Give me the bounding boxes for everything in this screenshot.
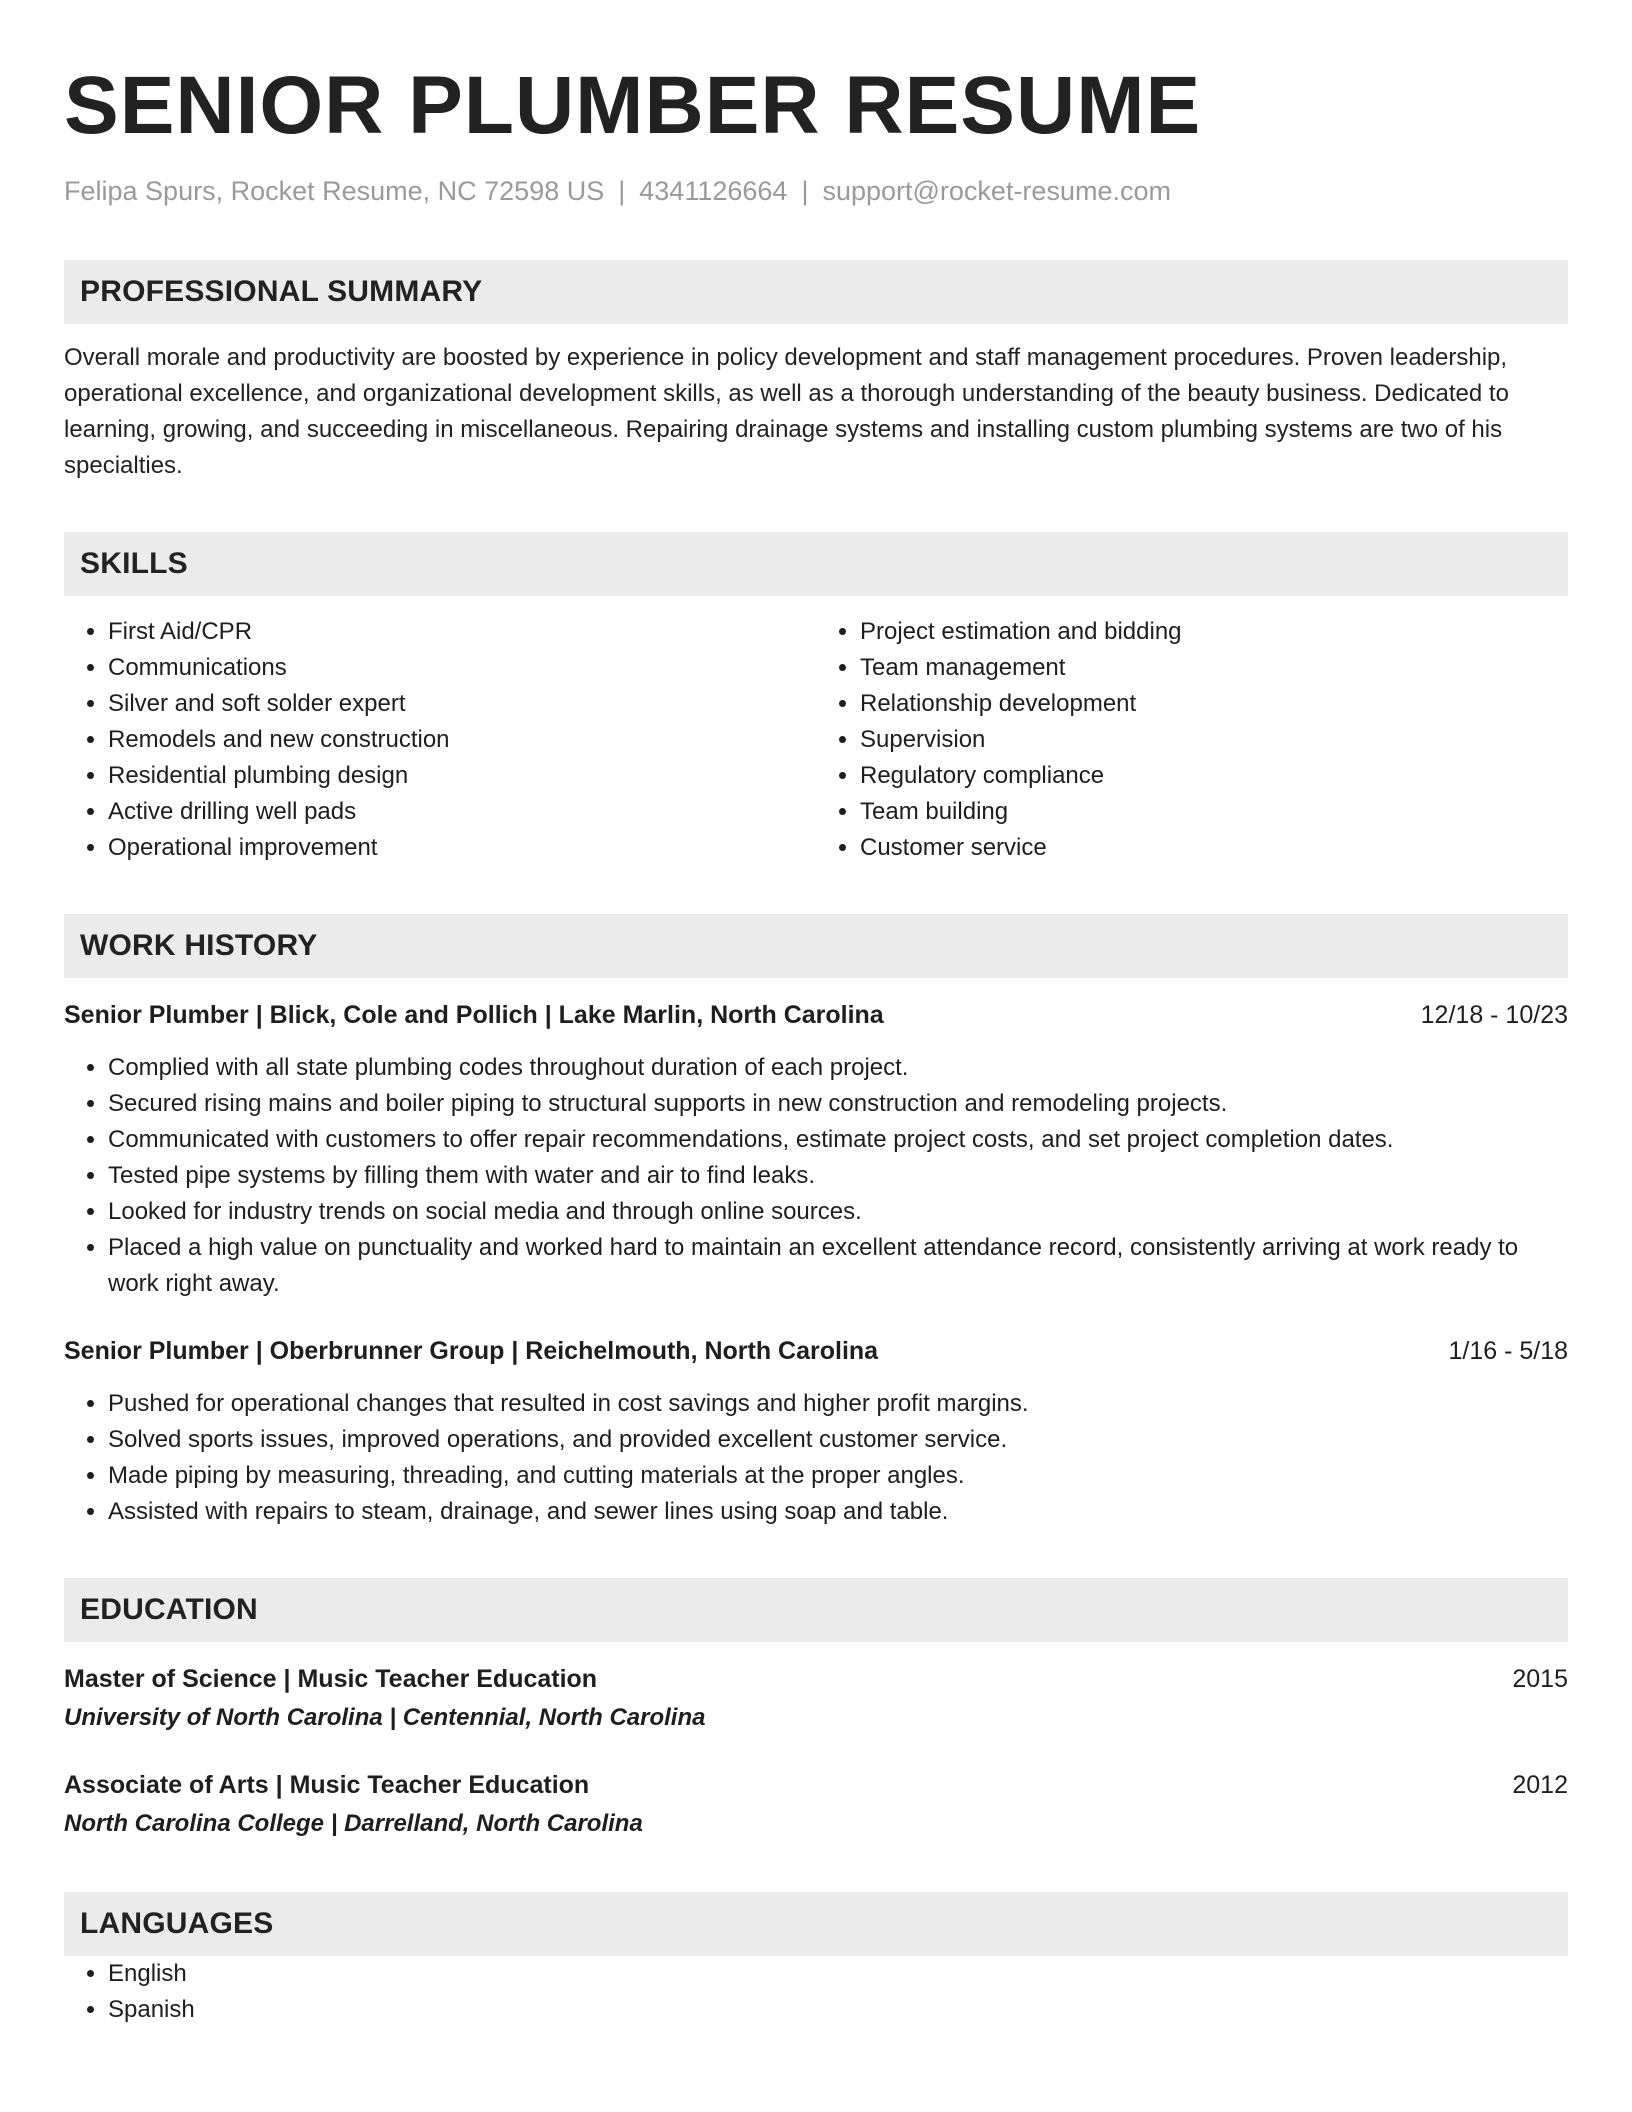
language-item: • Spanish [108,1992,1568,2028]
skills-section [64,532,1568,866]
skills-grid [64,614,1568,866]
skill-item: • Project estimation and bidding [860,614,1568,650]
resume-title: SENIOR PLUMBER RESUME [64,60,1202,151]
skill-item: • Residential plumbing design [108,758,816,794]
job-duty: • Assisted with repairs to steam, drainage, and sewer lines using soap and table. [108,1494,1568,1530]
skill-item: • Communications [108,650,816,686]
languages-section [64,1892,1568,2028]
education-heading: EDUCATION [64,1578,1568,1642]
job-dates: 12/18 - 10/23 [1420,1001,1568,1029]
education-entry [64,1766,1568,1844]
skill-item: • Team building [860,794,1568,830]
skill-item: • Silver and soft solder expert [108,686,816,722]
work-history-section [64,914,1568,1530]
skill-item: • Active drilling well pads [108,794,816,830]
job-duty: • Pushed for operational changes that resulted in cost savings and higher profit margins. [108,1386,1568,1422]
contact-separator: | [618,176,626,206]
summary-heading: PROFESSIONAL SUMMARY [64,260,1568,324]
skill-item: • Remodels and new construction [108,722,816,758]
job-title: Senior Plumber | Oberbrunner Group | Reichelmouth, North Carolina [64,1337,879,1365]
languages-heading: LANGUAGES [64,1892,1568,1956]
languages-list [64,1956,1568,2028]
education-header [64,1660,1568,1698]
skill-item: • Relationship development [860,686,1568,722]
job-duty: • Secured rising mains and boiler piping to structural supports in new construction and remodeling projects. [108,1086,1568,1122]
contact-email[interactable]: support@rocket-resume.com [822,176,1171,206]
job-duty: • Communicated with customers to offer repair recommendations, estimate project costs, and set project completion dates. [108,1122,1568,1158]
education-school: North Carolina College | Darrelland, North Carolina [64,1810,643,1837]
education-degree: Master of Science | Music Teacher Education [64,1665,598,1693]
job-entry [64,1332,1568,1530]
job-duties [64,1050,1568,1302]
work-history-heading: WORK HISTORY [64,914,1568,978]
education-section [64,1578,1568,1844]
education-school: University of North Carolina | Centennial, North Carolina [64,1704,706,1731]
education-year: 2012 [1512,1771,1568,1799]
contact-separator: | [801,176,809,206]
job-title: Senior Plumber | Blick, Cole and Pollich | Lake Marlin, North Carolina [64,1001,884,1029]
skill-item: • Supervision [860,722,1568,758]
job-duty: • Solved sports issues, improved operations, and provided excellent customer service. [108,1422,1568,1458]
summary-text: Overall morale and productivity are boosted by experience in policy development and staff management procedures. Proven leadership, operational excellence, and organizational development skills, as well as a thorough understanding of the beauty business. Dedicated to learning, growing, and succeeding in miscellaneous. Repairing drainage systems and installing custom plumbing systems are two of his specialties. [64,344,1509,479]
education-degree: Associate of Arts | Music Teacher Education [64,1771,590,1799]
job-duty: • Made piping by measuring, threading, and cutting materials at the proper angles. [108,1458,1568,1494]
skill-item: • First Aid/CPR [108,614,816,650]
summary-section [64,260,1568,484]
job-duty: • Tested pipe systems by filling them with water and air to find leaks. [108,1158,1568,1194]
contact-address: Felipa Spurs, Rocket Resume, NC 72598 US [64,176,605,206]
job-duty: • Placed a high value on punctuality and worked hard to maintain an excellent attendance record, consistently arriving at work ready to work right away. [108,1230,1568,1302]
job-duties [64,1386,1568,1530]
skill-item: • Team management [860,650,1568,686]
skills-list-left [64,614,816,866]
job-duty: • Looked for industry trends on social media and through online sources. [108,1194,1568,1230]
skills-heading: SKILLS [64,532,1568,596]
job-entry [64,996,1568,1302]
skills-list-right [816,614,1568,866]
education-entry [64,1660,1568,1738]
contact-line [64,172,1568,210]
education-header [64,1766,1568,1804]
language-item: • English [108,1956,1568,1992]
job-dates: 1/16 - 5/18 [1448,1337,1568,1365]
job-header [64,1332,1568,1370]
contact-phone: 4341126664 [639,176,788,206]
education-year: 2015 [1512,1665,1568,1693]
job-header [64,996,1568,1034]
job-duty: • Complied with all state plumbing codes throughout duration of each project. [108,1050,1568,1086]
skill-item: • Customer service [860,830,1568,866]
skill-item: • Operational improvement [108,830,816,866]
skill-item: • Regulatory compliance [860,758,1568,794]
